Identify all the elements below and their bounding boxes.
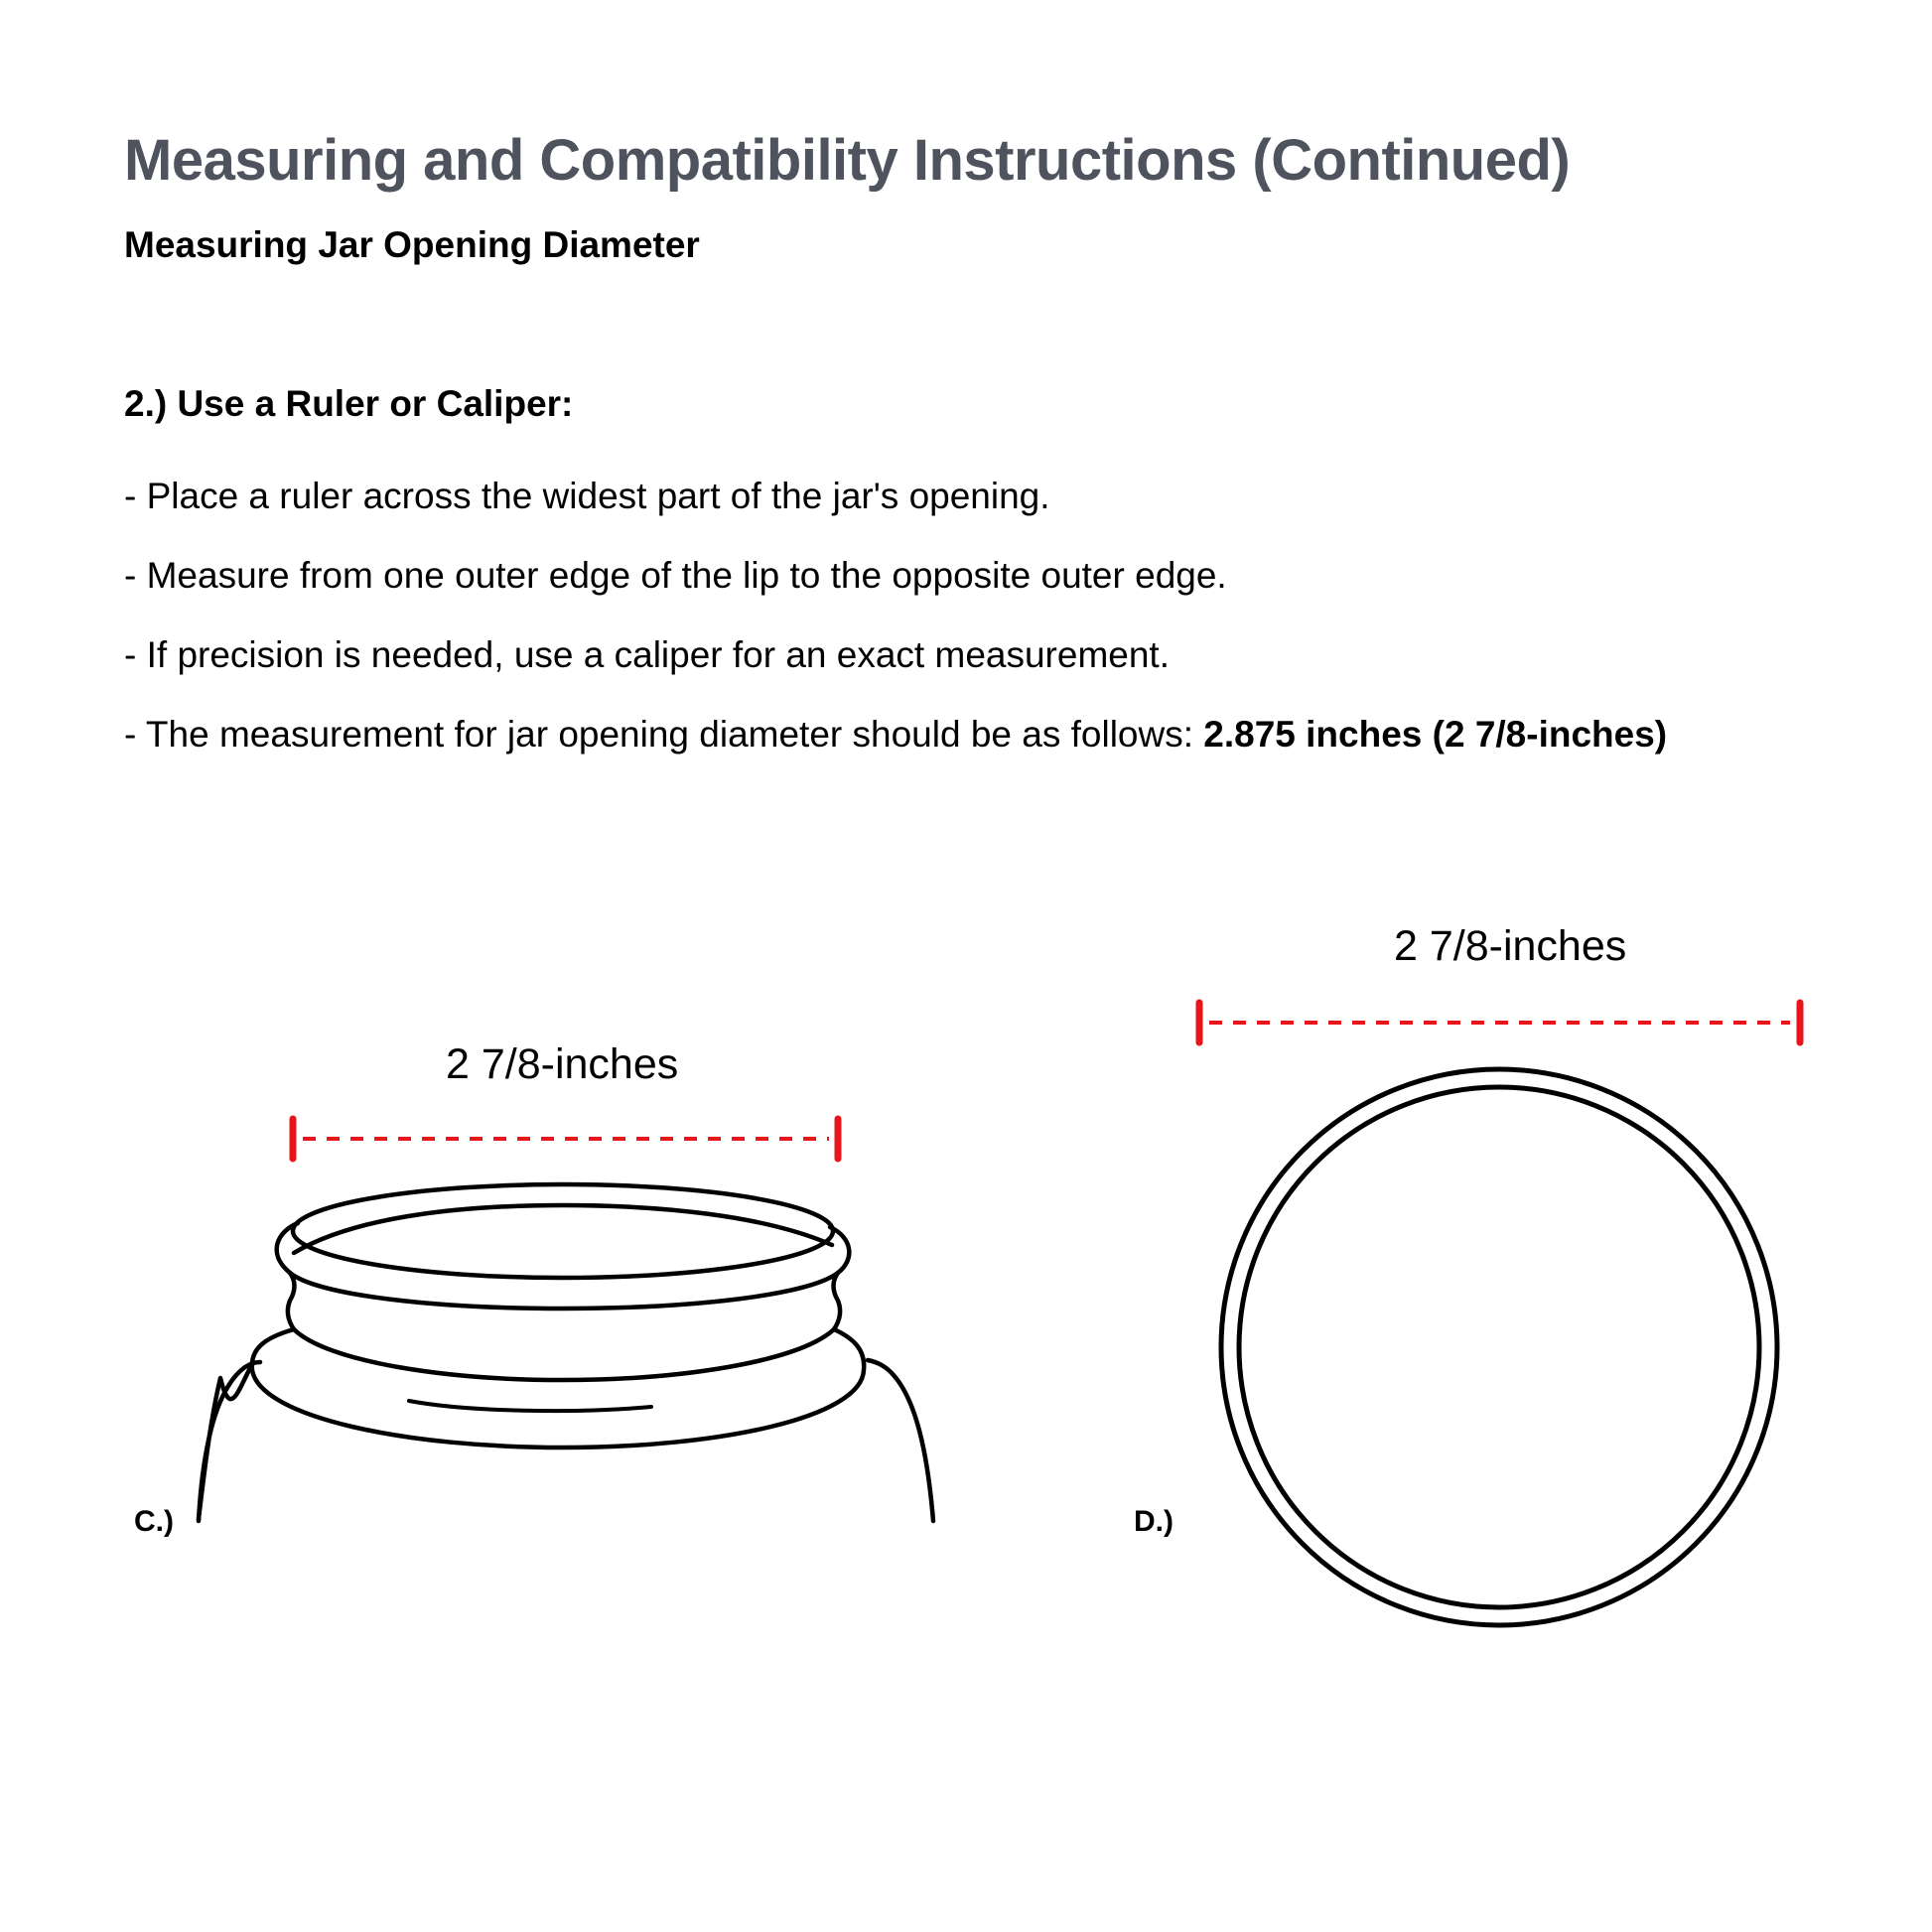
jar-highlight [409, 1401, 651, 1411]
jar-rim-inner [294, 1205, 832, 1253]
measurement-value: 2.875 inches (2 7/8-inches) [1203, 714, 1668, 755]
jar-dimension-label: 2 7/8-inches [446, 1040, 679, 1088]
instruction-item: - If precision is needed, use a caliper for an exact measurement. [124, 634, 1170, 675]
instruction-item: - Measure from one outer edge of the lip to the opposite outer edge. [124, 555, 1227, 596]
figure-label-c: C.) [134, 1505, 174, 1538]
measurement-text: - The measurement for jar opening diameter should be as follows: [124, 714, 1204, 755]
lid-dimension-line [1199, 1003, 1800, 1042]
lid-inner-ring [1239, 1087, 1759, 1607]
lid-illustration [1221, 1069, 1777, 1625]
jar-neck-right [834, 1273, 841, 1329]
figure-label-d: D.) [1134, 1505, 1173, 1538]
jar-body-right-curve [868, 1360, 933, 1521]
jar-body-left-curve [199, 1362, 260, 1521]
instruction-item: - Place a ruler across the widest part of the jar's opening. [124, 476, 1050, 516]
jar-neck-left [288, 1273, 295, 1329]
lid-outer-ring [1221, 1069, 1777, 1625]
step-heading: 2.) Use a Ruler or Caliper: [124, 383, 574, 424]
jar-rim-top [293, 1184, 833, 1278]
page-title: Measuring and Compatibility Instructions (Continued) [124, 128, 1571, 193]
jar-thread-band [294, 1329, 834, 1380]
lid-dimension-label: 2 7/8-inches [1394, 922, 1627, 970]
section-subtitle: Measuring Jar Opening Diameter [124, 224, 700, 265]
jar-illustration [199, 1184, 933, 1521]
jar-dimension-line [293, 1119, 838, 1159]
jar-collar [252, 1329, 864, 1448]
jar-rim-lower [277, 1223, 850, 1309]
